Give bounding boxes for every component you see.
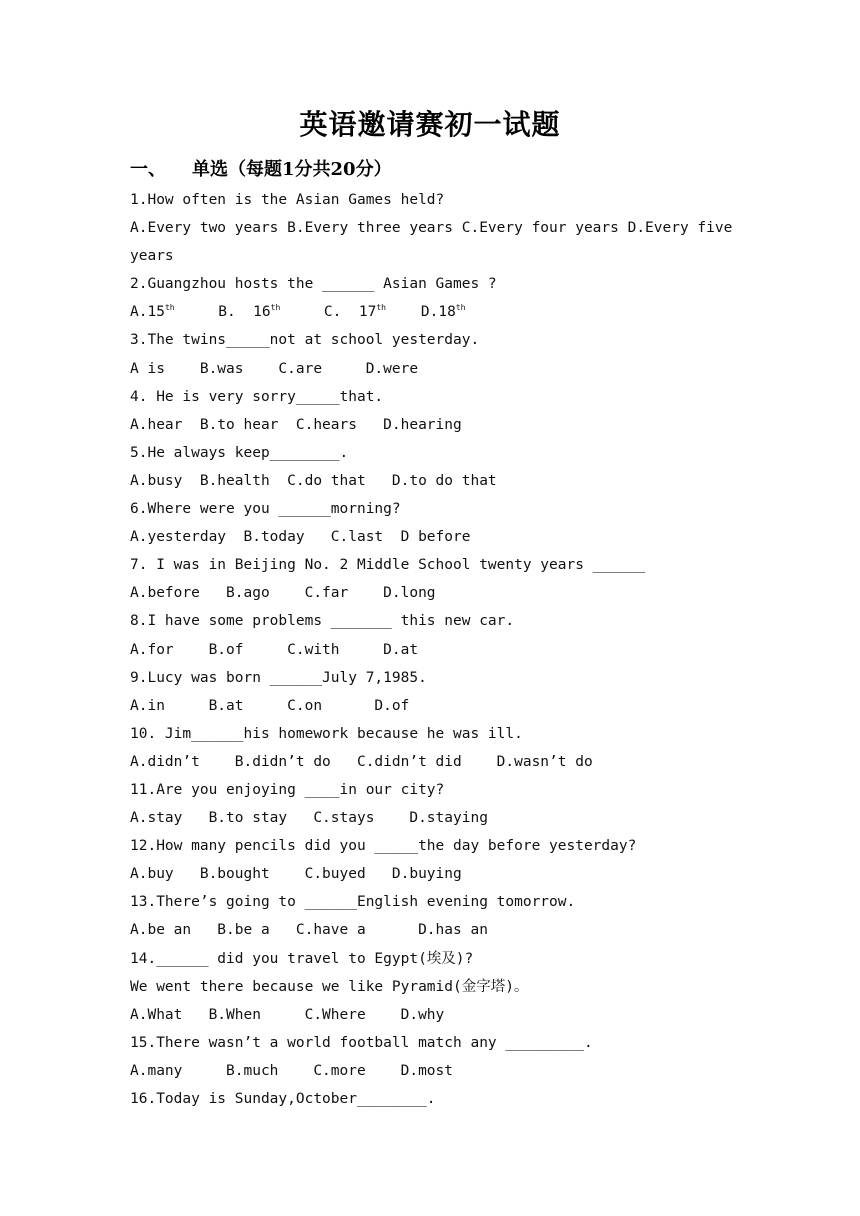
option-number: 15 bbox=[147, 304, 165, 321]
answer-options: A is B.was C.are D.were bbox=[130, 360, 419, 377]
question-text: 4. He is very sorry_____that. bbox=[130, 388, 384, 405]
option-number: 18 bbox=[438, 304, 456, 321]
option-number: 16 bbox=[253, 304, 271, 321]
section-number: 一、 bbox=[130, 159, 166, 180]
question-text: 6.Where were you ______morning? bbox=[130, 501, 401, 518]
option-prefix: B. bbox=[218, 304, 254, 321]
question-text: We went there because we like Pyramid(金字塔)。 bbox=[130, 978, 529, 995]
ordinal-suffix: th bbox=[376, 303, 386, 313]
question-text: 5.He always keep________. bbox=[130, 444, 349, 461]
option-prefix: C. bbox=[323, 304, 359, 321]
option-number: 17 bbox=[358, 304, 377, 321]
question-list bbox=[130, 186, 750, 1113]
question-text: 10. Jim______his homework because he was ill. bbox=[130, 725, 523, 742]
answer-options: A.stay B.to stay C.stays D.staying bbox=[130, 810, 488, 827]
answer-options: A.many B.much C.more D.most bbox=[130, 1062, 454, 1079]
answer-options: A.Every two years B.Every three years C.Every four years D.Every five bbox=[130, 220, 733, 237]
section-label: 单选（每题1分共20分） bbox=[192, 159, 392, 180]
answer-options: A.yesterday B.today C.last D before bbox=[130, 529, 471, 546]
question-text: 7. I was in Beijing No. 2 Middle School twenty years ______ bbox=[130, 557, 646, 574]
answer-options: A.buy B.bought C.buyed D.buying bbox=[130, 866, 462, 883]
answer-options: A.be an B.be a C.have a D.has an bbox=[130, 922, 488, 939]
question-text: 14.______ did you travel to Egypt(埃及)? bbox=[130, 950, 474, 967]
question-text: 8.I have some problems _______ this new car. bbox=[130, 613, 515, 630]
answer-options: A.for B.of C.with D.at bbox=[130, 641, 419, 658]
ordinal-suffix: th bbox=[270, 303, 281, 313]
answer-options: A.hear B.to hear C.hears D.hearing bbox=[130, 416, 462, 433]
question-text: 9.Lucy was born ______July 7,1985. bbox=[130, 669, 427, 686]
answer-options bbox=[130, 298, 750, 326]
question-text: 3.The twins_____not at school yesterday. bbox=[130, 332, 480, 349]
question-text: 12.How many pencils did you _____the day before yesterday? bbox=[130, 838, 637, 855]
option-prefix: A. bbox=[130, 304, 148, 321]
ordinal-suffix: th bbox=[164, 303, 175, 313]
question-text: 15.There wasn’t a world football match any _________. bbox=[130, 1034, 593, 1051]
answer-options: A.busy B.health C.do that D.to do that bbox=[130, 472, 497, 489]
question-text: 16.Today is Sunday,October________. bbox=[130, 1091, 436, 1107]
question-text: 1.How often is the Asian Games held? bbox=[130, 192, 445, 208]
question-text: years bbox=[130, 248, 174, 265]
answer-options: A.in B.at C.on D.of bbox=[130, 697, 410, 714]
option-prefix: D. bbox=[420, 304, 439, 321]
section-heading bbox=[130, 155, 392, 181]
question-text: 2.Guangzhou hosts the ______ Asian Games ? bbox=[130, 276, 497, 293]
ordinal-suffix: th bbox=[455, 303, 466, 313]
question-text: 11.Are you enjoying ____in our city? bbox=[130, 781, 445, 798]
question-text: 13.There’s going to ______English evening tomorrow. bbox=[130, 894, 576, 911]
page-title: 英语邀请赛初一试题 bbox=[299, 108, 561, 141]
answer-options: A.What B.When C.Where D.why bbox=[130, 1006, 445, 1023]
answer-options: A.didn’t B.didn’t do C.didn’t did D.wasn’t do bbox=[130, 753, 593, 770]
answer-options: A.before B.ago C.far D.long bbox=[130, 585, 436, 602]
